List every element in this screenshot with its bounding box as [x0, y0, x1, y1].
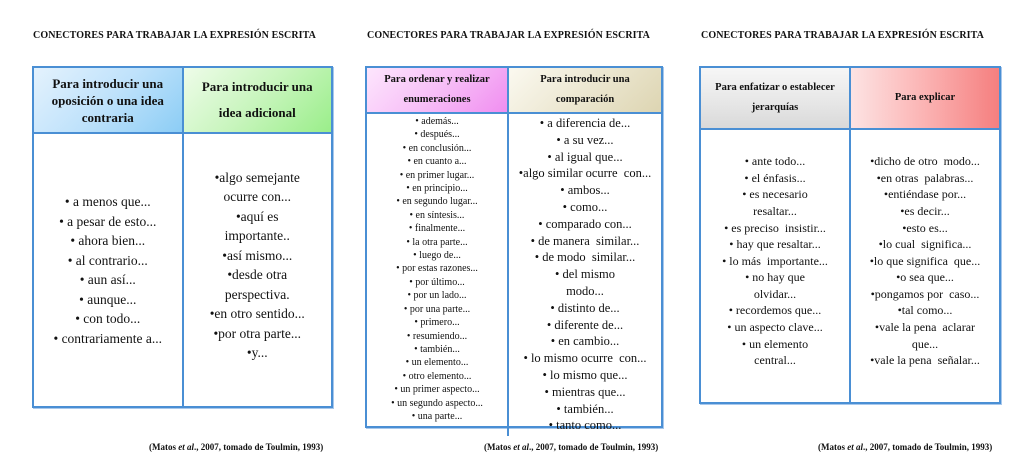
- list-item: •algo semejante: [214, 169, 300, 185]
- list-item: • finalmente...: [408, 223, 466, 235]
- list-item: • la otra parte...: [406, 236, 468, 248]
- list-item: • aun así...: [79, 272, 136, 287]
- connectors-table-opposition-addition: [32, 66, 333, 408]
- list-item: • por último...: [409, 276, 465, 288]
- list-item: • hay que resaltar...: [729, 237, 821, 252]
- list-item: • ambos...: [560, 183, 610, 198]
- header-enumeration: Para ordenar y realizar enumeraciones: [367, 68, 507, 112]
- list-item: • un elemento: [741, 336, 809, 351]
- list-item: •algo similar ocurre con...: [518, 166, 652, 181]
- list-item: • en segundo lugar...: [396, 196, 478, 208]
- list-item: •por otra parte...: [213, 325, 302, 341]
- list-item: •tal como...: [897, 303, 953, 318]
- list-item: •así mismo...: [222, 247, 293, 263]
- list-item: • por una parte...: [403, 303, 471, 315]
- list-item: • recordemos que...: [728, 303, 822, 318]
- list-item: • no hay que: [745, 270, 805, 285]
- table-body: [367, 114, 661, 436]
- table-header-row: [701, 68, 999, 130]
- list-item: •dicho de otro modo...: [870, 154, 980, 169]
- list-item: importante..: [224, 228, 290, 243]
- list-item: • en conclusión...: [402, 142, 472, 154]
- list-item: • un aspecto clave...: [727, 320, 823, 335]
- header-opposition: Para introducir una oposición o una idea contraria: [34, 68, 182, 132]
- list-item: • en primer lugar...: [399, 169, 475, 181]
- list-item: •vale la pena señalar...: [870, 353, 980, 368]
- list-item: •desde otra: [227, 267, 288, 282]
- list-item: • un segundo aspecto...: [391, 397, 483, 409]
- list-item: • un elemento...: [405, 357, 469, 369]
- panel-title: CONECTORES PARA TRABAJAR LA EXPRESIÓN ESCRITA: [367, 30, 650, 41]
- list-item: •lo que significa que...: [869, 253, 981, 268]
- list-item: • a su vez...: [556, 132, 614, 147]
- list-item: • del mismo: [555, 267, 615, 282]
- column-opposition: [34, 134, 182, 406]
- list-item: •entiéndase por...: [883, 187, 967, 202]
- list-item: • mientras que...: [544, 384, 626, 399]
- list-item: • tanto como...: [548, 418, 622, 433]
- list-item: • contrariamente a...: [53, 330, 163, 346]
- list-item: •aquí es: [235, 208, 279, 224]
- list-item: • el énfasis...: [744, 170, 806, 185]
- list-item: • también...: [414, 343, 460, 355]
- list-item: resaltar...: [753, 203, 797, 218]
- list-item: • al contrario...: [67, 252, 148, 268]
- list-item: • después...: [414, 129, 460, 141]
- list-item: •lo cual significa...: [878, 237, 972, 252]
- citation: (Matos et al., 2007, tomado de Toulmin, 1993): [149, 442, 324, 452]
- list-item: • como...: [562, 199, 608, 214]
- list-item: • es necesario: [742, 187, 808, 202]
- list-item: • una parte...: [411, 410, 463, 422]
- list-item: • distinto de...: [550, 300, 620, 315]
- list-item: • lo mismo que...: [542, 367, 628, 382]
- table-header-row: [367, 68, 661, 114]
- citation: (Matos et al., 2007, tomado de Toulmin, 1993): [484, 442, 659, 452]
- connectors-table-emphasis-explanation: [699, 66, 1001, 404]
- list-item: •esto es...: [902, 220, 948, 235]
- list-item: • aunque...: [79, 291, 137, 307]
- list-item: •y...: [246, 345, 268, 360]
- list-item: • a menos que...: [64, 194, 151, 209]
- list-item: •en otras palabras...: [876, 170, 974, 185]
- list-item: •o sea que...: [896, 270, 954, 285]
- citation: (Matos et al., 2007, tomado de Toulmin, 1993): [818, 442, 993, 452]
- list-item: • en principio...: [406, 183, 468, 195]
- column-emphasis: [701, 130, 849, 402]
- list-item: modo...: [566, 283, 604, 298]
- list-item: • un primer aspecto...: [394, 384, 480, 396]
- column-comparison: [507, 114, 661, 436]
- list-item: •pongamos por caso...: [870, 286, 980, 301]
- list-item: • primero...: [414, 317, 460, 329]
- list-item: • lo más importante...: [722, 253, 828, 268]
- list-item: perspectiva.: [224, 286, 290, 302]
- list-item: olvidar...: [753, 286, 797, 301]
- column-explanation: [849, 130, 999, 402]
- list-item: • además...: [415, 116, 459, 127]
- list-item: central...: [754, 353, 796, 368]
- list-item: •en otro sentido...: [209, 306, 305, 321]
- list-item: •es decir...: [900, 203, 950, 218]
- list-item: • ahora bien...: [70, 233, 146, 248]
- list-item: •vale la pena aclarar: [874, 320, 976, 335]
- list-item: • a pesar de esto...: [59, 213, 157, 229]
- table-body: [701, 130, 999, 402]
- table-body: [34, 134, 331, 406]
- list-item: • con todo...: [75, 311, 141, 326]
- panel-title: CONECTORES PARA TRABAJAR LA EXPRESIÓN ESCRITA: [701, 30, 984, 41]
- connectors-table-enumeration-comparison: [365, 66, 663, 433]
- list-item: • ante todo...: [744, 154, 806, 169]
- list-item: ocurre con...: [223, 189, 291, 204]
- list-item: • a diferencia de...: [539, 116, 631, 130]
- column-enumeration: [367, 114, 507, 436]
- list-item: • lo mismo ocurre con...: [523, 351, 647, 366]
- list-item: • es preciso insistir...: [724, 220, 826, 235]
- list-item: • comparado con...: [538, 216, 632, 231]
- column-addition: [182, 134, 332, 406]
- list-item: • otro elemento...: [402, 370, 472, 382]
- header-explanation: Para explicar: [849, 68, 999, 128]
- table-header-row: [34, 68, 331, 134]
- header-addition: Para introducir una idea adicional: [182, 68, 332, 132]
- list-item: • de modo similar...: [534, 250, 636, 265]
- list-item: • por un lado...: [407, 290, 467, 302]
- list-item: • de manera similar...: [530, 233, 640, 248]
- list-item: • en cuanto a...: [407, 156, 467, 168]
- list-item: • también...: [556, 401, 614, 416]
- list-item: • luego de...: [413, 250, 461, 262]
- list-item: que...: [911, 336, 939, 351]
- list-item: • resumiendo...: [406, 330, 468, 342]
- panel-title: CONECTORES PARA TRABAJAR LA EXPRESIÓN ESCRITA: [33, 30, 316, 41]
- list-item: • en síntesis...: [409, 209, 465, 221]
- list-item: • al igual que...: [547, 149, 623, 164]
- header-comparison: Para introducir una comparación: [507, 68, 661, 112]
- list-item: • por estas razones...: [396, 263, 478, 275]
- list-item: • en cambio...: [550, 334, 620, 349]
- list-item: • diferente de...: [546, 317, 624, 332]
- header-emphasis: Para enfatizar o establecer jerarquías: [701, 68, 849, 128]
